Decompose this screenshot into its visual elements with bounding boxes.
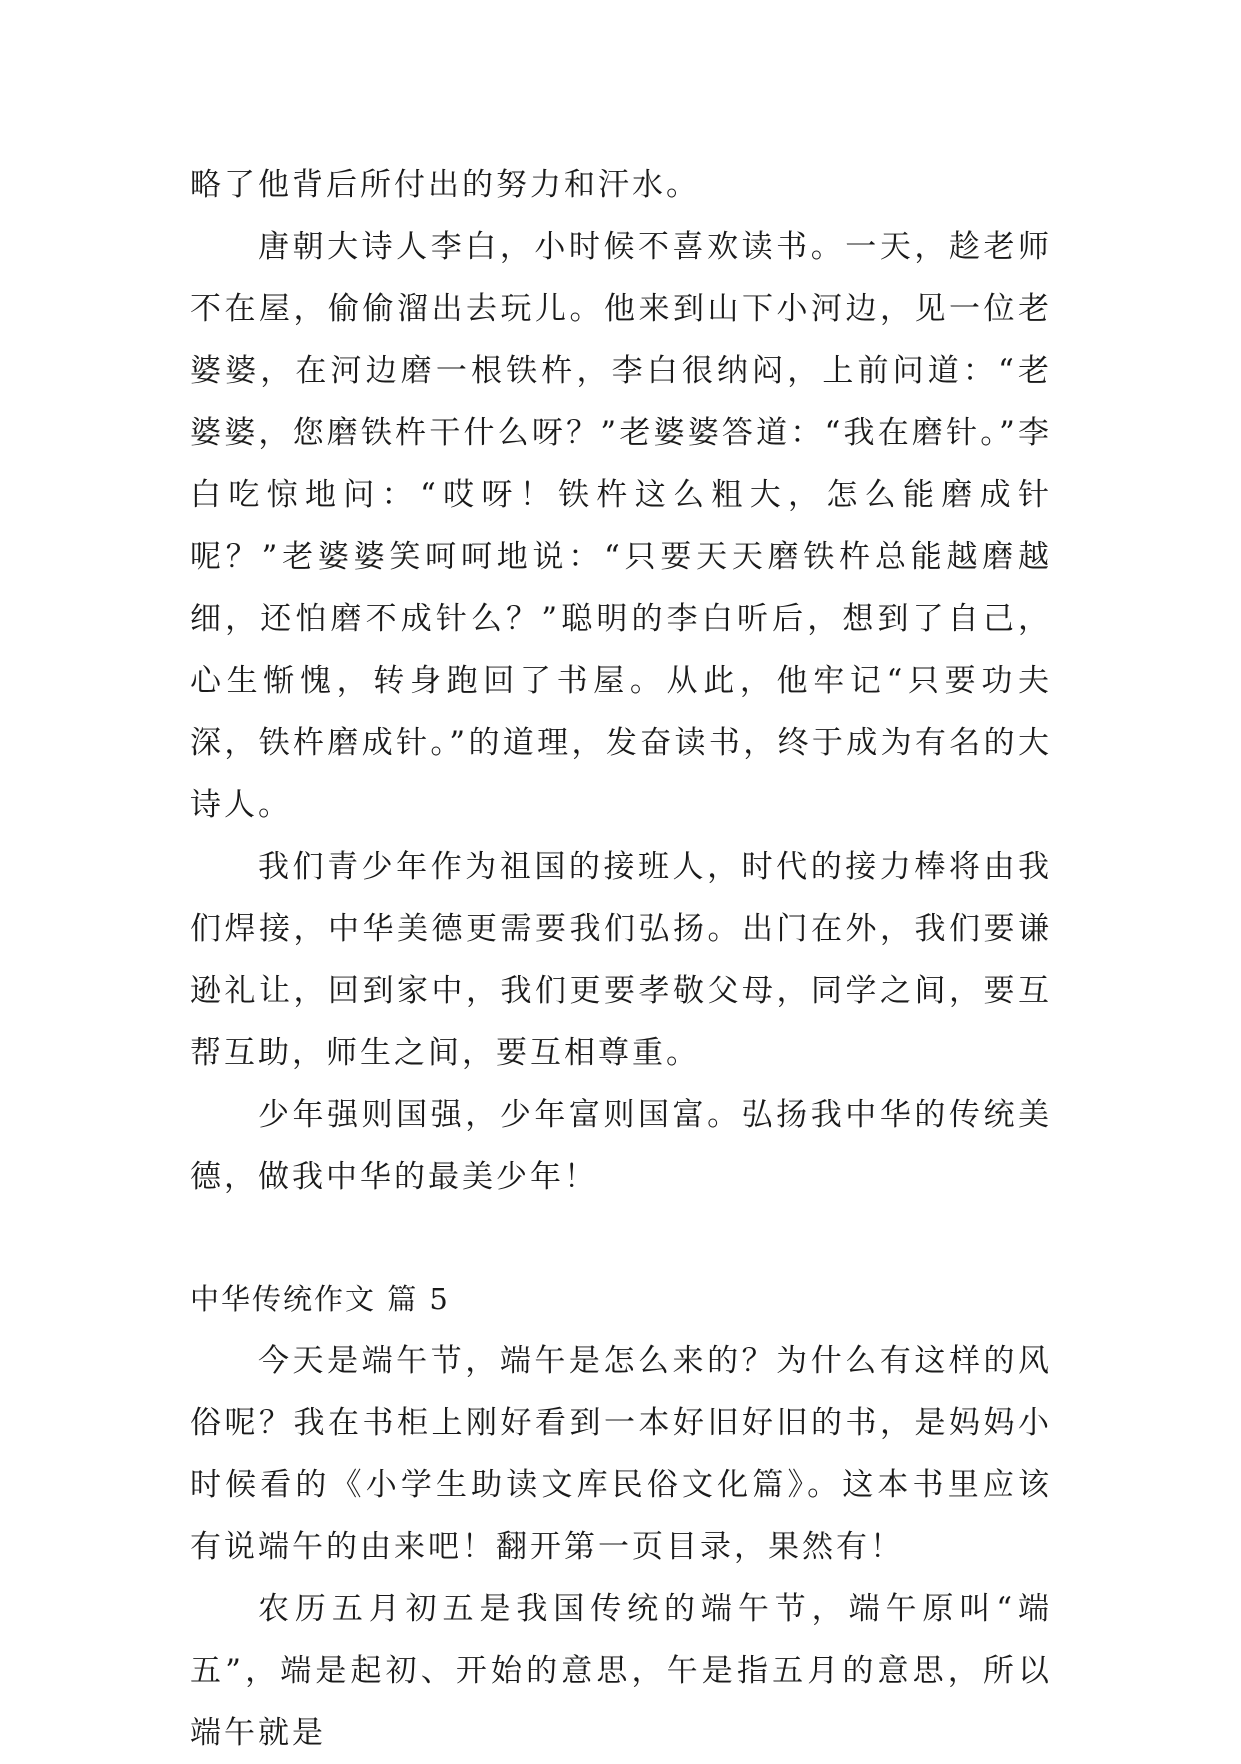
section-spacer bbox=[190, 1208, 1052, 1268]
section-heading: 中华传统作文 篇 5 bbox=[190, 1282, 450, 1316]
document-body bbox=[190, 154, 1052, 1764]
paragraph-youth-duty: 我们青少年作为祖国的接班人，时代的接力棒将由我们焊接，中华美德更需要我们弘扬。出门在外，我们要谦逊礼让，回到家中，我们更要孝敬父母，同学之间，要互帮互助，师生之间，要互相尊重。 bbox=[190, 849, 1052, 1071]
paragraph-conclusion: 少年强则国强，少年富则国富。弘扬我中华的传统美德，做我中华的最美少年！ bbox=[190, 1097, 1052, 1195]
paragraph-dragon-boat-intro: 今天是端午节，端午是怎么来的？为什么有这样的风俗呢？我在书柜上刚好看到一本好旧好旧的书，是妈妈小时候看的《小学生助读文库民俗文化篇》。这本书里应该有说端午的由来吧！翻开第一页目录，果然有！ bbox=[190, 1343, 1052, 1565]
paragraph-continuation: 略了他背后所付出的努力和汗水。 bbox=[190, 167, 700, 203]
paragraph-li-bai-story: 唐朝大诗人李白，小时候不喜欢读书。一天，趁老师不在屋，偷偷溜出去玩儿。他来到山下小河边，见一位老婆婆，在河边磨一根铁杵，李白很纳闷，上前问道：“老婆婆，您磨铁杵干什么呀？”老婆婆答道：“我在磨针。”李白吃惊地问：“哎呀！铁杵这么粗大，怎么能磨成针呢？”老婆婆笑呵呵地说：“只要天天磨铁杵总能越磨越细，还怕磨不成针么？”聪明的李白听后，想到了自己，心生惭愧，转身跑回了书屋。从此，他牢记“只要功夫深，铁杵磨成针。”的道理，发奋读书，终于成为有名的大诗人。 bbox=[190, 229, 1052, 823]
paragraph-dragon-boat-origin: 农历五月初五是我国传统的端午节，端午原叫“端五”，端是起初、开始的意思，午是指五月的意思，所以端午就是 bbox=[190, 1591, 1052, 1751]
